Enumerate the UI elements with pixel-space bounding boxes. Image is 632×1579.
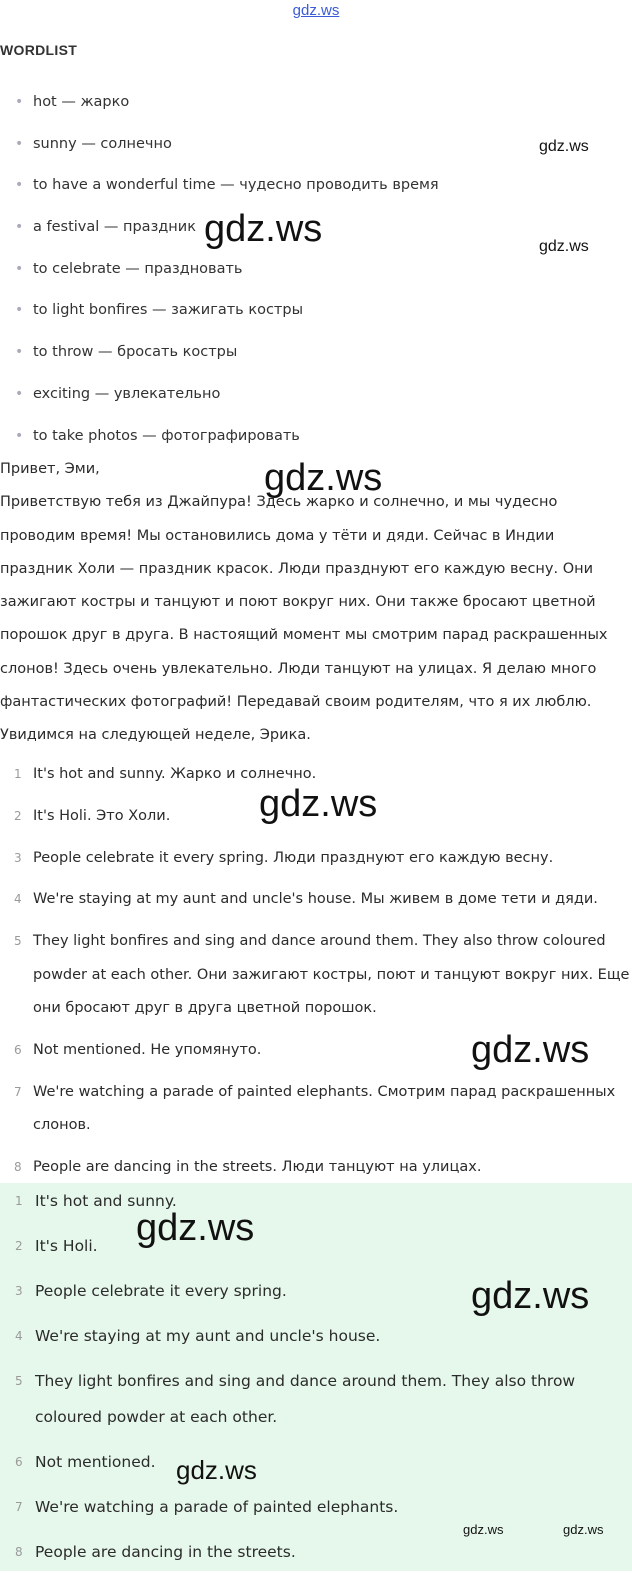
watermark: gdz.ws bbox=[136, 1207, 255, 1249]
bullet-icon: • bbox=[15, 302, 24, 319]
wordlist-item: • hot — жарко bbox=[0, 82, 632, 124]
wordlist-heading: WORDLIST bbox=[0, 42, 78, 58]
answer-item: 8 People are dancing in the streets. Люди танцуют на улицах. bbox=[0, 1151, 632, 1185]
watermark: gdz.ws bbox=[471, 1275, 590, 1317]
wordlist-item: • a festival — праздник bbox=[0, 207, 632, 249]
bullet-icon: • bbox=[15, 94, 24, 110]
wordlist-item: • to celebrate — праздновать bbox=[0, 249, 632, 291]
answer-item: 4 We're staying at my aunt and uncle's house. Мы живем в доме тети и дяди. bbox=[0, 883, 632, 917]
watermark: gdz.ws bbox=[539, 238, 589, 255]
answer-item: 4 We're staying at my aunt and uncle's house. bbox=[0, 1318, 632, 1354]
bullet-icon: • bbox=[15, 260, 24, 277]
watermark: gdz.ws bbox=[463, 1522, 504, 1537]
answer-item: 2 It's Holi. bbox=[0, 1228, 632, 1264]
watermark: gdz.ws bbox=[204, 208, 323, 250]
answer-number: 1 bbox=[14, 767, 22, 781]
wordlist-item: • to throw — бросать костры bbox=[0, 332, 632, 374]
watermark: gdz.ws bbox=[176, 1455, 257, 1485]
bullet-icon: • bbox=[15, 219, 24, 236]
wordlist-item: • exciting — увлекательно bbox=[0, 374, 632, 416]
answer-item: 1 It's hot and sunny. Жарко и солнечно. bbox=[0, 758, 632, 792]
wordlist-item: • to take photos — фотографировать bbox=[0, 416, 632, 458]
bullet-icon: • bbox=[15, 385, 24, 402]
answer-number: 5 bbox=[15, 1374, 23, 1388]
answer-number: 8 bbox=[14, 1160, 22, 1175]
english-answers-list bbox=[0, 1183, 632, 1579]
translated-answers-list bbox=[0, 758, 632, 1193]
watermark: gdz.ws bbox=[471, 1029, 590, 1071]
bullet-icon: • bbox=[15, 177, 24, 194]
wordlist-item: • sunny — солнечно bbox=[0, 124, 632, 166]
answer-item: 6 Not mentioned. bbox=[0, 1444, 632, 1480]
bullet-icon: • bbox=[15, 344, 24, 361]
letter-line: Увидимся на следующей неделе, Эрика. bbox=[0, 727, 311, 744]
answer-number: 7 bbox=[15, 1500, 23, 1514]
letter-line: проводим время! Мы остановились дома у тёти и дяди. Сейчас в Индии bbox=[0, 527, 555, 544]
letter-line: фантастических фотографий! Передавай своим родителям, что я их люблю. bbox=[0, 694, 592, 711]
answer-item: 6 Not mentioned. Не упомянуто. bbox=[0, 1034, 632, 1068]
answer-item: 7 We're watching a parade of painted elephants. Смотрим парад раскрашенных слонов. bbox=[0, 1076, 632, 1143]
answer-item: 1 It's hot and sunny. bbox=[0, 1183, 632, 1219]
answer-number: 2 bbox=[15, 1239, 23, 1253]
wordlist bbox=[0, 82, 632, 457]
answer-item: 8 People are dancing in the streets. bbox=[0, 1534, 632, 1570]
answer-number: 5 bbox=[14, 934, 22, 949]
answer-item: 3 People celebrate it every spring. bbox=[0, 1273, 632, 1309]
letter-line: зажигают костры и танцуют и поют вокруг них. Они также бросают цветной bbox=[0, 594, 596, 611]
watermark: gdz.ws bbox=[259, 783, 378, 825]
wordlist-item: • to have a wonderful time — чудесно проводить время bbox=[0, 165, 632, 207]
answer-number: 3 bbox=[14, 850, 22, 865]
site-link[interactable]: gdz.ws bbox=[292, 2, 340, 19]
answer-number: 4 bbox=[14, 892, 22, 907]
answer-item: 2 It's Holi. Это Холи. bbox=[0, 800, 632, 834]
letter-greeting: Привет, Эми, bbox=[0, 461, 100, 477]
answer-number: 3 bbox=[15, 1284, 23, 1298]
answer-number: 2 bbox=[14, 808, 22, 823]
answer-item: 3 People celebrate it every spring. Люди празднуют его каждую весну. bbox=[0, 842, 632, 876]
letter-line: Приветствую тебя из Джайпура! Здесь жарко и солнечно, и мы чудесно bbox=[0, 494, 558, 511]
answer-number: 6 bbox=[15, 1455, 23, 1469]
watermark: gdz.ws bbox=[539, 138, 589, 155]
answer-number: 7 bbox=[14, 1084, 22, 1099]
answer-item: 5 They light bonfires and sing and dance around them. They also throw coloured powder at each other. bbox=[0, 1363, 632, 1435]
letter-text bbox=[0, 453, 632, 753]
letter-line: порошок друг в друга. В настоящий момент мы смотрим парад раскрашенных bbox=[0, 627, 608, 644]
bullet-icon: • bbox=[15, 135, 24, 152]
letter-line: праздник Холи — праздник красок. Люди празднуют его каждую весну. Они bbox=[0, 560, 594, 577]
answer-item: 5 They light bonfires and sing and dance around them. They also throw coloured powder at each other. Они зажигают костры, поют и танцуют вокруг них. Еще они бросают друг в друга цветной порошок. bbox=[0, 925, 632, 1026]
wordlist-item: • to light bonfires — зажигать костры bbox=[0, 290, 632, 332]
bullet-icon: • bbox=[15, 427, 24, 444]
watermark: gdz.ws bbox=[563, 1522, 604, 1537]
answer-number: 8 bbox=[15, 1545, 23, 1559]
answer-number: 6 bbox=[14, 1042, 22, 1057]
answer-number: 4 bbox=[15, 1329, 23, 1343]
answer-number: 1 bbox=[15, 1194, 23, 1208]
watermark: gdz.ws bbox=[264, 457, 383, 499]
answer-item: 7 We're watching a parade of painted elephants. bbox=[0, 1489, 632, 1525]
letter-line: слонов! Здесь очень увлекательно. Люди танцуют на улицах. Я делаю много bbox=[0, 660, 597, 677]
